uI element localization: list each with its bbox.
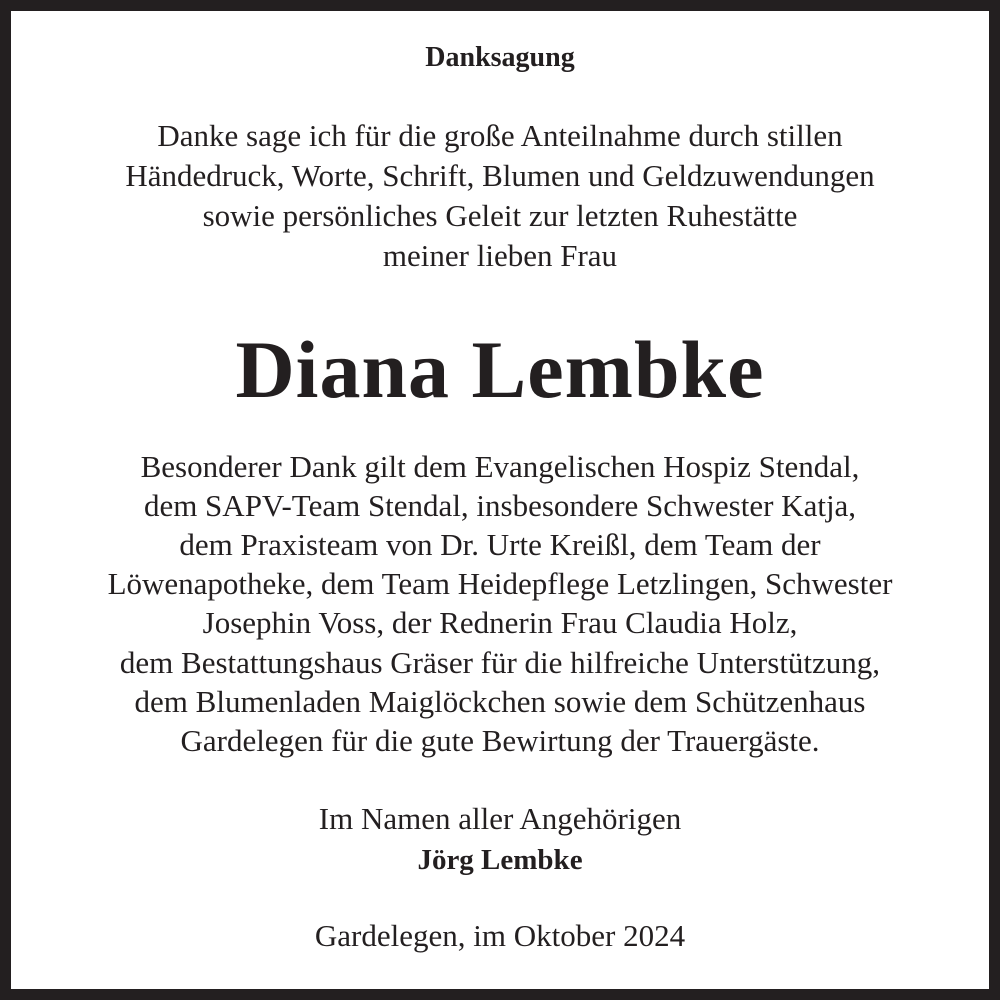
signer-name: Jörg Lembke [417,844,583,876]
thanks-line: dem Praxisteam von Dr. Urte Kreißl, dem Team der [179,527,821,562]
thanks-line: Gardelegen für die gute Bewirtung der Trauergäste. [180,723,820,758]
intro-line: Händedruck, Worte, Schrift, Blumen und Geldzuwendungen [125,158,875,193]
intro-line: Danke sage ich für die große Anteilnahme durch stillen [157,118,843,153]
thanks-line: Josephin Voss, der Rednerin Frau Claudia Holz, [202,605,798,640]
intro-line: sowie persönliches Geleit zur letzten Ruhestätte [202,198,798,233]
thanks-line: dem Bestattungshaus Gräser für die hilfreiche Unterstützung, [119,645,881,680]
thanks-line: Besonderer Dank gilt dem Evangelischen Hospiz Stendal, [140,449,860,484]
thanks-line: Löwenapotheke, dem Team Heidepflege Letzlingen, Schwester [107,566,893,601]
place-date: Gardelegen, im Oktober 2024 [314,918,686,953]
deceased-name: Diana Lembke [235,324,765,415]
notice-title: Danksagung [425,42,575,73]
signoff-text: Im Namen aller Angehörigen [318,801,682,836]
thanks-line: dem SAPV-Team Stendal, insbesondere Schwester Katja, [143,488,857,523]
intro-line: meiner lieben Frau [382,238,618,273]
thanks-line: dem Blumenladen Maiglöckchen sowie dem Schützenhaus [134,684,866,719]
